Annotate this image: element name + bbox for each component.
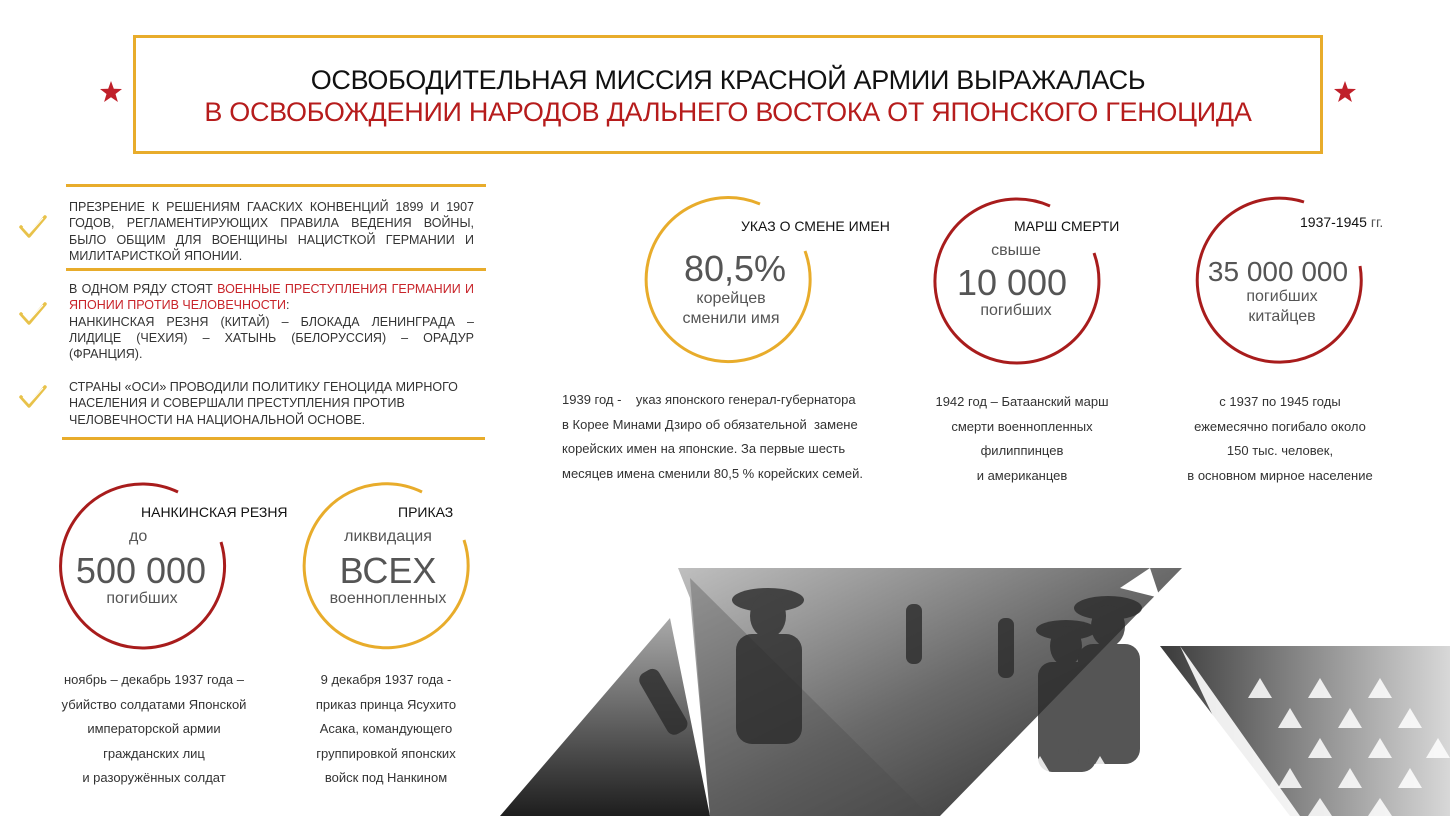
photo-collage-graphic bbox=[500, 568, 1450, 816]
caption-china bbox=[1160, 390, 1400, 488]
bullet-colon: : bbox=[286, 298, 290, 313]
red-star-icon bbox=[1333, 80, 1357, 104]
checkmark-icon bbox=[18, 299, 48, 329]
stat-years: 1937-1945 bbox=[1300, 214, 1367, 230]
bullet-text: НАНКИНСКАЯ РЕЗНЯ (КИТАЙ) – БЛОКАДА ЛЕНИНГРАДА – ЛИДИЦЕ (ЧЕХИЯ) – ХАТЫНЬ (БЕЛОРУССИЯ) – ОРАДУР (ФРАНЦИЯ). bbox=[69, 314, 474, 362]
stat-value: 10 000 bbox=[956, 262, 1068, 303]
bullet-axis bbox=[69, 379, 489, 428]
bullet-highlight: ВОЕННЫЕ ПРЕСТУПЛЕНИЯ ГЕРМАНИИ И ЯПОНИИ ПРОТИВ ЧЕЛОВЕЧНОСТИ bbox=[69, 282, 474, 313]
checkmark-icon bbox=[18, 212, 48, 242]
caption-line: убийство солдатами Японской bbox=[61, 696, 247, 712]
title-banner bbox=[133, 35, 1323, 154]
bullet-text: СТРАНЫ «ОСИ» ПРОВОДИЛИ ПОЛИТИКУ ГЕНОЦИДА МИРНОГО НАСЕЛЕНИЯ И СОВЕРШАЛИ ПРЕСТУПЛЕНИЯ ПРОТИВ ЧЕЛОВЕЧНОСТИ НА НАЦИОНАЛЬНОЙ ОСНОВЕ. bbox=[69, 380, 458, 427]
bullet-hague bbox=[69, 199, 474, 264]
stat-post: погибших bbox=[1246, 288, 1318, 305]
caption-line: ежемесячно погибало около bbox=[1194, 418, 1366, 434]
caption-line: гражданских лиц bbox=[103, 745, 205, 761]
stat-label bbox=[1300, 214, 1383, 230]
stat-nanking bbox=[56, 482, 288, 654]
stat-value: 35 000 000 bbox=[1207, 256, 1349, 287]
caption-line: императорской армии bbox=[87, 721, 221, 737]
stat-label: УКАЗ О СМЕНЕ ИМЕН bbox=[741, 218, 890, 234]
bullet-crimes bbox=[69, 281, 474, 362]
caption-line: Асака, командующего bbox=[319, 721, 453, 737]
stat-order bbox=[302, 482, 474, 654]
stat-china bbox=[1196, 196, 1384, 368]
stat-pre: свыше bbox=[991, 242, 1041, 259]
caption-line: филиппинцев bbox=[980, 443, 1064, 459]
stat-post: корейцев bbox=[696, 290, 766, 307]
caption-names bbox=[562, 388, 892, 486]
divider bbox=[66, 268, 486, 271]
stat-post: военнопленных bbox=[329, 590, 447, 607]
stat-label: НАНКИНСКАЯ РЕЗНЯ bbox=[141, 504, 288, 520]
stat-value: 80,5% bbox=[683, 248, 787, 289]
stat-pre: ликвидация bbox=[344, 528, 432, 545]
caption-line: войск под Нанкином bbox=[324, 770, 448, 786]
caption-line: в основном мирное население bbox=[1187, 467, 1373, 483]
caption-line: 1942 год – Батаанский марш bbox=[935, 394, 1109, 409]
stat-post: китайцев bbox=[1248, 308, 1316, 325]
stat-post: погибших bbox=[106, 590, 178, 607]
caption-line: ноябрь – декабрь 1937 года – bbox=[63, 672, 245, 687]
stat-label: ПРИКАЗ bbox=[398, 504, 454, 520]
stat-names bbox=[645, 196, 890, 368]
stat-death-march bbox=[932, 198, 1120, 370]
divider bbox=[62, 437, 485, 440]
stat-value: 500 000 bbox=[75, 550, 207, 591]
caption-line: смерти военнопленных bbox=[951, 418, 1093, 434]
caption-line: 9 декабря 1937 года - bbox=[320, 672, 452, 687]
caption-line: группировкой японских bbox=[316, 745, 456, 761]
caption-line: 1939 год - указ японского генерал-губернатора bbox=[562, 392, 856, 407]
caption-order bbox=[300, 668, 472, 791]
caption-line: и американцев bbox=[976, 467, 1068, 483]
red-star-icon bbox=[99, 80, 123, 104]
stat-post: сменили имя bbox=[682, 310, 780, 327]
stat-label: МАРШ СМЕРТИ bbox=[1014, 218, 1120, 234]
caption-line: приказ принца Ясухито bbox=[315, 696, 457, 712]
caption-line: 150 тыс. человек, bbox=[1226, 443, 1334, 459]
checkmark-icon bbox=[18, 382, 48, 412]
caption-line: с 1937 по 1945 годы bbox=[1219, 394, 1341, 409]
caption-nanking bbox=[20, 668, 288, 791]
page-title: ОСВОБОДИТЕЛЬНАЯ МИССИЯ КРАСНОЙ АРМИИ ВЫРАЖАЛАСЬ bbox=[310, 65, 1146, 95]
caption-line: в Корее Минами Дзиро об обязательной замене bbox=[562, 416, 858, 432]
caption-line: корейских имен на японские. За первые шесть bbox=[562, 441, 846, 457]
page-subtitle: В ОСВОБОЖДЕНИИ НАРОДОВ ДАЛЬНЕГО ВОСТОКА ОТ ЯПОНСКОГО ГЕНОЦИДА bbox=[204, 97, 1252, 127]
caption-line: месяцев имена сменили 80,5 % корейских семей. bbox=[562, 465, 863, 481]
caption-death-march bbox=[912, 390, 1132, 488]
stat-value: ВСЕХ bbox=[339, 550, 437, 591]
historical-photo-collage bbox=[500, 568, 1450, 816]
caption-line: и разоружённых солдат bbox=[82, 770, 226, 786]
stat-years-suffix: гг. bbox=[1366, 214, 1384, 230]
stat-post: погибших bbox=[980, 302, 1052, 319]
bullet-text: ПРЕЗРЕНИЕ К РЕШЕНИЯМ ГААСКИХ КОНВЕНЦИЙ 1899 И 1907 ГОДОВ, РЕГЛАМЕНТИРУЮЩИХ ПРАВИЛА ВЕДЕНИЯ ВОЙНЫ, БЫЛО ОБЩИМ ДЛЯ ВОЕНЩИНЫ НАЦИСТКОЙ ГЕРМАНИИ И МИЛИТАРИСТКОЙ ЯПОНИИ. bbox=[69, 200, 474, 263]
divider bbox=[66, 184, 486, 187]
bullet-intro: В ОДНОМ РЯДУ СТОЯТ bbox=[69, 282, 218, 296]
stat-pre: до bbox=[129, 528, 148, 545]
